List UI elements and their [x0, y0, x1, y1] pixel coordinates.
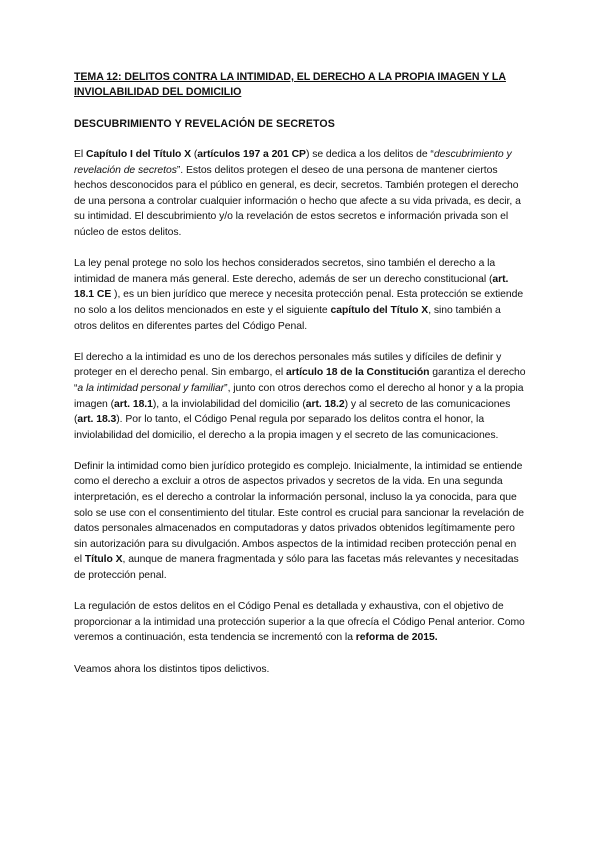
bold-run: reforma de 2015.	[355, 632, 438, 644]
text-run: ) y al secreto de las comunicaciones (	[74, 398, 511, 426]
text-run: El derecho a la intimidad es uno de los derechos personales más sutiles y difíciles de definir y proteger en el derecho penal. Sin embargo, el	[74, 351, 502, 379]
bold-run: Capítulo I del Título X	[85, 149, 192, 160]
text-run: Definir la intimidad como bien jurídico protegido es complejo. Inicialmente, la intimidad se entiende como el derecho a excluir a otros de aspectos privados y secretos de la vida. En una segunda interpretación, es el derecho a controlar la información personal, incluso la ya conocida, para que solo se use con el consentimiento del titular. Este control es crucial para sancionar la revelación de datos personales almacenados en computadoras y datos privados obtenidos legítimamente pero sin autorización para su divulgación. Ambos aspectos de la intimidad reciben protección penal en el	[74, 460, 525, 566]
text-run: ). Por lo tanto, el Código Penal regula por separado los delitos contra el honor, la inviolabilidad del domicilio, el derecho a la propia imagen y el secreto de las comunicaciones.	[74, 414, 499, 441]
paragraph-4	[74, 459, 526, 584]
text-run: , sino también a otros delitos en diferentes partes del Código Penal.	[74, 304, 501, 332]
bold-run: artículo 18 de la Constitución	[286, 367, 430, 379]
text-run: garantiza el derecho “	[74, 367, 526, 394]
text-run: ”. Estos delitos protegen el deseo de una persona de mantener ciertos hechos desconocidos para el público en general, es decir, secretos. También protegen el derecho de una persona a controlar cualquier información o hecho que afecte a su vida privada, es decir, a su intimidad. El descubrimiento y/o la revelación de estos secretos e información privada son el núcleo de estos delitos.	[74, 164, 521, 238]
bold-run: art. 18.1 CE	[74, 273, 509, 301]
bold-run: art. 18.2	[305, 398, 345, 410]
bold-run: capítulo del Título X	[330, 304, 429, 316]
italic-run: descubrimiento y revelación de secretos	[74, 149, 512, 176]
text-run: Veamos ahora los distintos tipos delictivos.	[74, 663, 270, 675]
paragraph-1	[74, 147, 526, 241]
paragraph-6	[74, 662, 526, 678]
text-run: La ley penal protege no solo los hechos considerados secretos, sino también el derecho a la intimidad de manera más general. Este derecho, además de ser un derecho constitucional (	[74, 258, 496, 285]
paragraph-2	[74, 256, 526, 334]
text-run: (	[191, 149, 198, 160]
section-heading: DESCUBRIMIENTO Y REVELACIÓN DE SECRETOS	[74, 118, 335, 130]
bold-run: art. 18.3	[77, 414, 117, 426]
bold-run: art. 18.1	[114, 398, 153, 410]
text-run: ”, junto con otros derechos como el derecho al honor y a la propia imagen (	[74, 382, 524, 410]
bold-run: artículos 197 a 201 CP	[197, 149, 306, 160]
document-body	[74, 70, 526, 693]
text-run: ), a la inviolabilidad del domicilio (	[152, 398, 306, 410]
document-title: TEMA 12: DELITOS CONTRA LA INTIMIDAD, EL DERECHO A LA PROPIA IMAGEN Y LA INVIOLABILIDAD DEL DOMICILIO	[74, 71, 506, 98]
text-run: La regulación de estos delitos en el Código Penal es detallada y exhaustiva, con el objetivo de proporcionar a la intimidad una protección superior a la que ofrecía el Código Penal anterior. Como veremos a continuación, esta tendencia se incrementó con la	[74, 601, 525, 644]
text-run: , aunque de manera fragmentada y sólo para las facetas más relevantes y necesitadas de protección penal.	[74, 554, 519, 582]
paragraph-3	[74, 350, 526, 444]
text-run: ), es un bien jurídico que merece y necesita protección penal. Esta protección se extiende no solo a los delitos mencionados en este y el siguiente	[74, 289, 524, 316]
italic-run: a la intimidad personal y familiar	[77, 382, 225, 394]
text-run: El	[74, 149, 86, 160]
bold-run: Título X	[84, 554, 123, 566]
paragraph-5	[74, 599, 526, 646]
text-run: ) se dedica a los delitos de “	[305, 149, 434, 160]
